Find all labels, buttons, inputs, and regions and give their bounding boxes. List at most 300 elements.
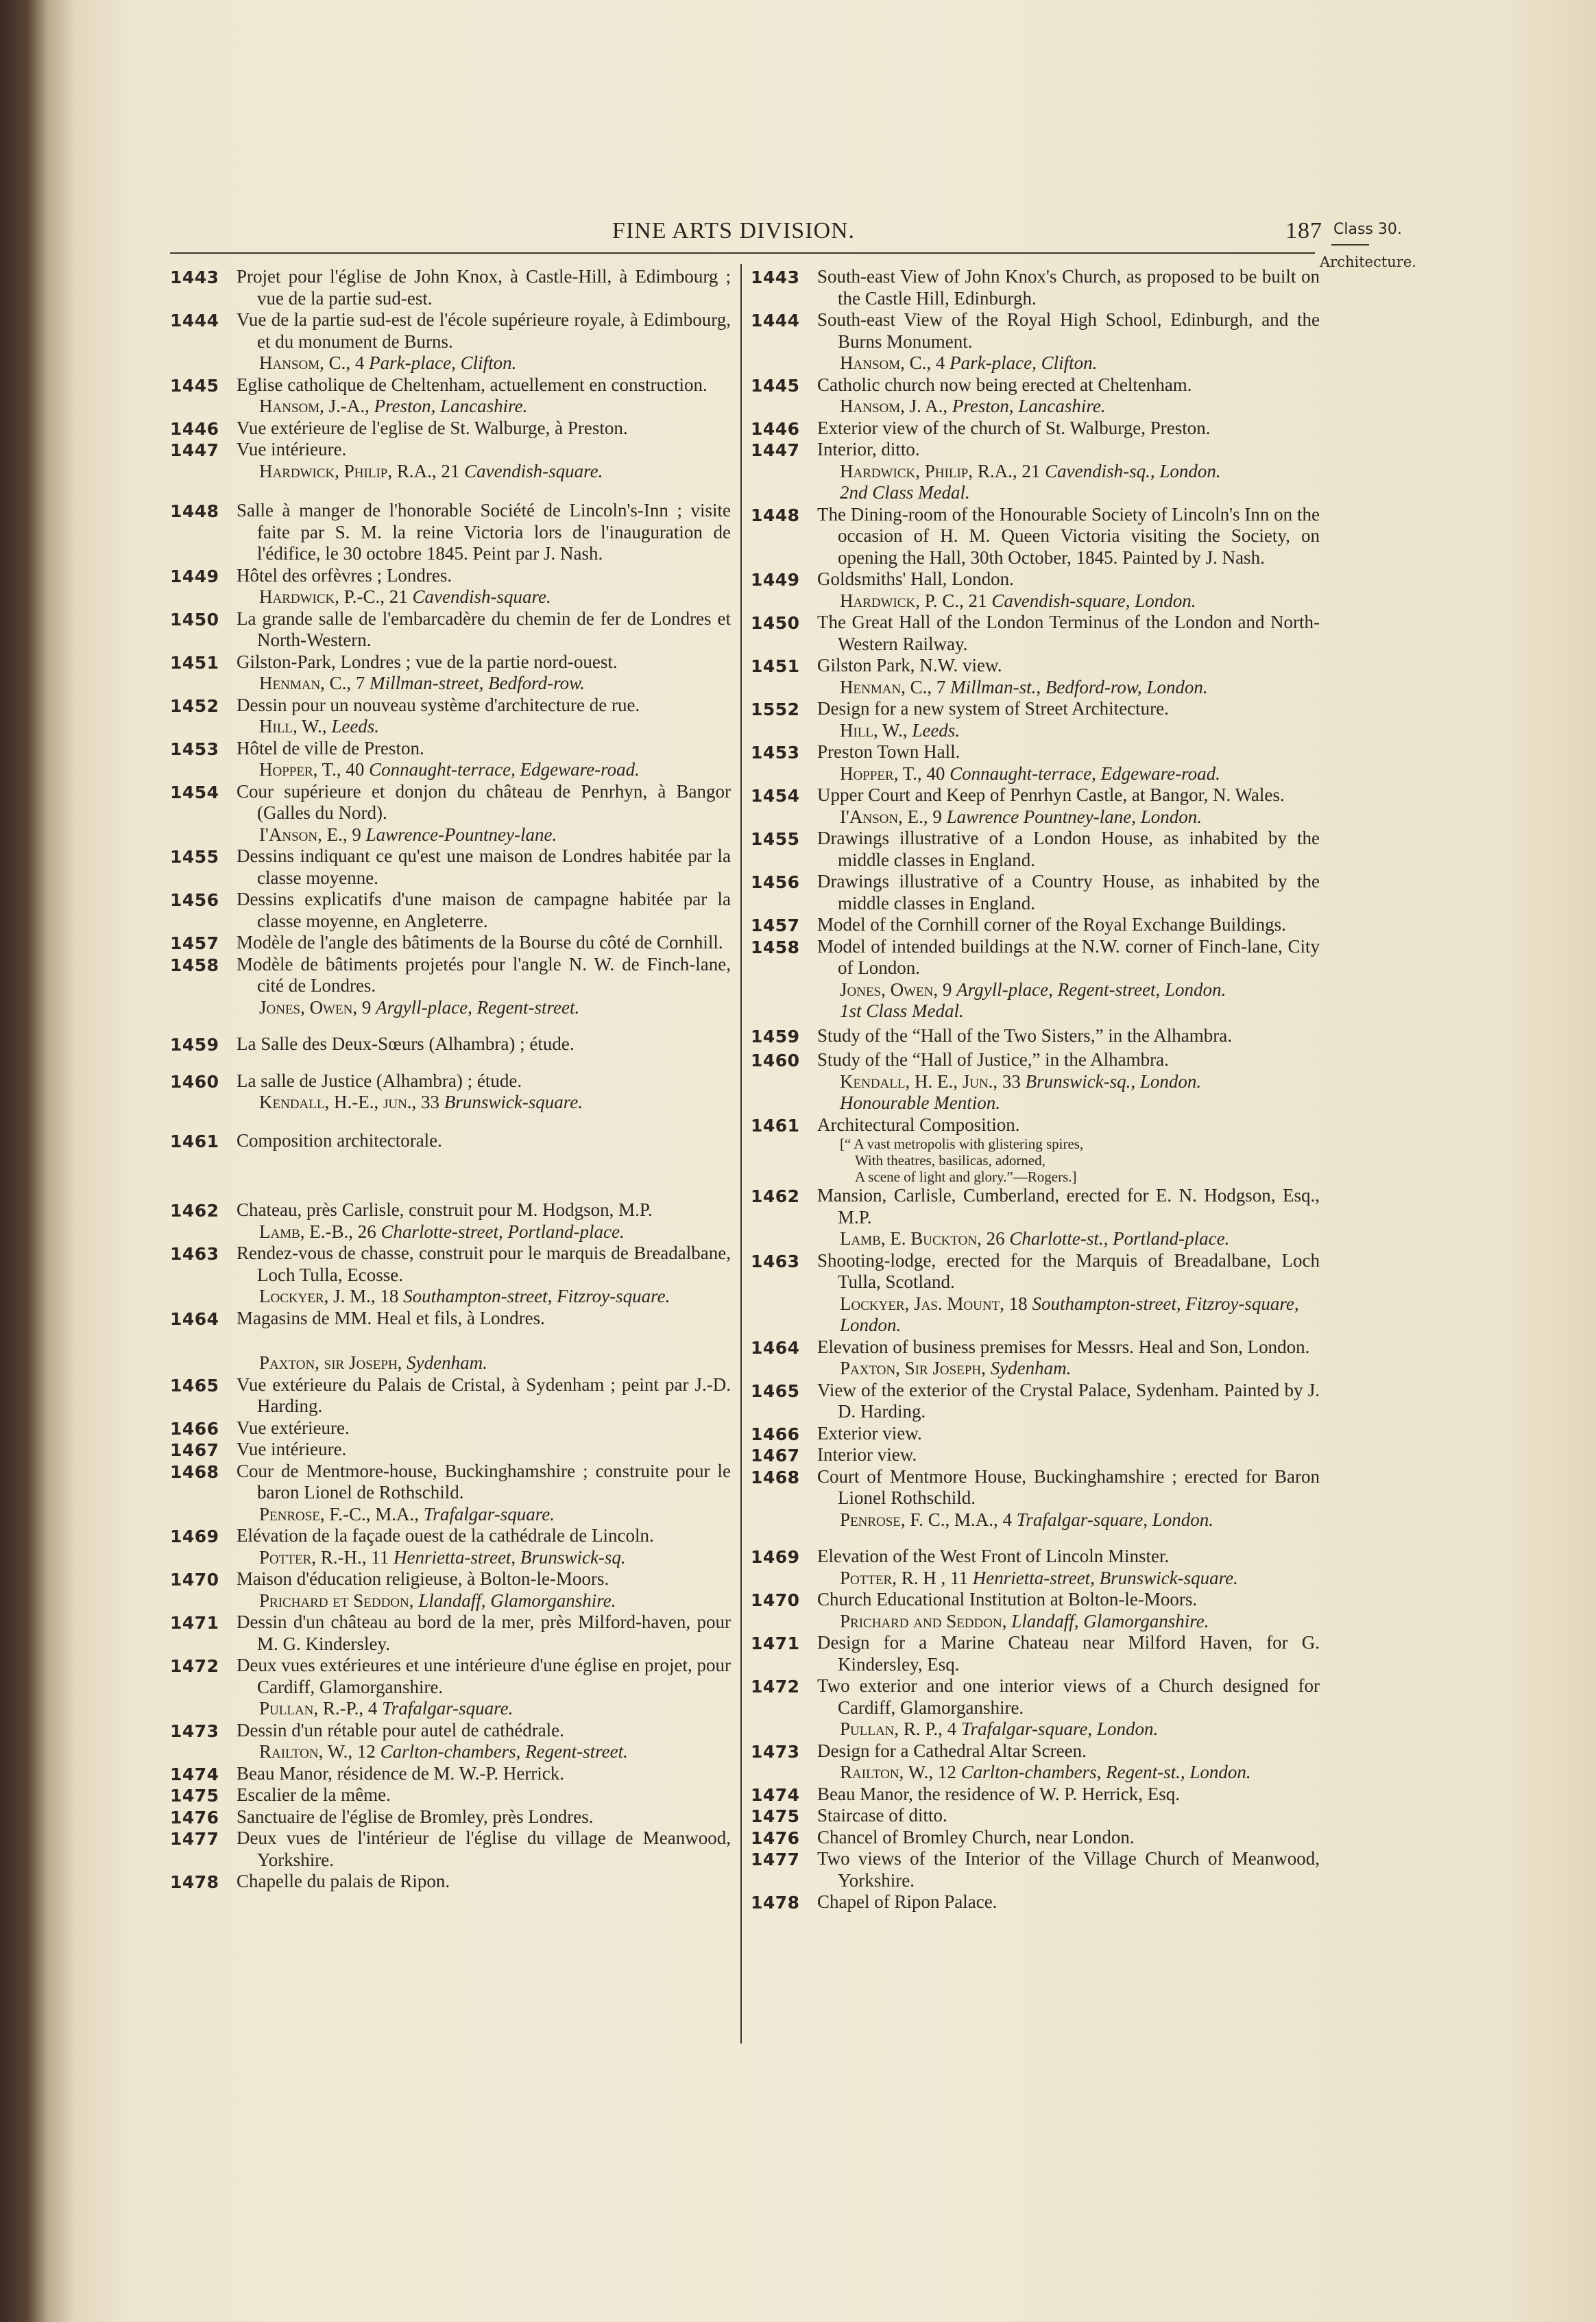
catalogue-entry (170, 1374, 731, 1417)
entry-number: 1457 (751, 915, 800, 935)
entry-description: Cour de Mentmore-house, Buckinghamshire ; construite pour le baron Lionel de Rothschild. (237, 1460, 731, 1503)
entry-description: Two views of the Interior of the Village Church of Meanwood, Yorkshire. (817, 1848, 1320, 1891)
catalogue-entry (170, 309, 731, 352)
catalogue-entry (751, 1423, 1320, 1445)
entry-description: Sanctuaire de l'église de Bromley, près Londres. (237, 1806, 594, 1827)
entry-number: 1465 (751, 1380, 800, 1401)
entry-description: Vue de la partie sud-est de l'école supérieure royale, à Edimbourg, et du monument de Burns. (237, 309, 731, 352)
entry-number: 1475 (751, 1806, 800, 1826)
catalogue-entry (170, 1763, 731, 1785)
entry-description: Dessin d'un rétable pour autel de cathédrale. (237, 1719, 564, 1740)
exhibitor-block (751, 1358, 1320, 1380)
exhibitor-block (751, 461, 1320, 504)
exhibitor-block (170, 352, 731, 374)
exhibitor-address: Sydenham. (990, 1358, 1072, 1378)
catalogue-entry (751, 374, 1320, 396)
entry-number: 1464 (751, 1337, 800, 1358)
catalogue-entry (170, 500, 731, 565)
exhibitor-block (751, 396, 1320, 418)
exhibitor-name: Penrose, F. C., M.A., 4 (840, 1509, 1013, 1530)
entry-description: Drawings illustrative of a London House, as inhabited by the middle classes in England. (817, 828, 1320, 870)
exhibitor-address: Llandaff, Glamorganshire. (1011, 1610, 1209, 1631)
entry-description: Design for a Cathedral Altar Screen. (817, 1740, 1087, 1761)
catalogue-entry (170, 1612, 731, 1655)
exhibitor-block (751, 1509, 1320, 1531)
entry-number: 1455 (751, 829, 800, 849)
exhibitor-name: Lamb, E. Buckton, 26 (840, 1228, 1005, 1249)
exhibitor-block (751, 1228, 1320, 1250)
entry-description: Chapel of Ripon Palace. (817, 1891, 998, 1912)
exhibitor-line (751, 352, 1320, 374)
catalogue-entry (751, 1784, 1320, 1806)
entry-description: Staircase of ditto. (817, 1805, 947, 1826)
entry-number: 1446 (170, 418, 219, 439)
exhibitor-address: Park-place, Clifton. (369, 352, 517, 373)
exhibitor-name: Penrose, F.-C., M.A., (259, 1503, 420, 1524)
catalogue-entry (751, 1337, 1320, 1359)
entry-description: Shooting-lodge, erected for the Marquis of Breadalbane, Loch Tulla, Scotland. (817, 1249, 1320, 1292)
exhibitor-block (751, 1762, 1320, 1784)
exhibitor-address: Leeds. (331, 716, 380, 737)
entry-number: 1477 (751, 1850, 800, 1869)
exhibitor-block (170, 461, 731, 483)
quote-line: A scene of light and glory.”—Rogers.] (855, 1169, 1077, 1185)
entry-number: 1447 (751, 440, 800, 460)
entry-number: 1443 (751, 267, 800, 287)
entry-description: Study of the “Hall of Justice,” in the Alhambra. (817, 1049, 1169, 1070)
entry-number: 1474 (751, 1784, 800, 1805)
class-name: Architecture. (1320, 254, 1416, 270)
entry-description: Rendez-vous de chasse, construit pour le marquis de Breadalbane, Loch Tulla, Ecosse. (237, 1243, 731, 1285)
catalogue-entry (751, 1444, 1320, 1466)
entry-number: 1466 (170, 1418, 219, 1439)
column-divider (740, 264, 742, 2044)
entry-number: 1469 (751, 1547, 800, 1567)
award-note: 1st Class Medal. (840, 1001, 964, 1021)
catalogue-entry (751, 871, 1320, 914)
catalogue-entry (170, 1308, 731, 1330)
entry-description: La grande salle de l'embarcadère du chemin de fer de Londres et North-Western. (237, 608, 731, 650)
entry-number: 1458 (170, 955, 219, 975)
exhibitor-name: Paxton, Sir Joseph, (840, 1358, 986, 1378)
catalogue-entry (170, 1720, 731, 1742)
exhibitor-name: Potter, R.-H., 11 (259, 1546, 389, 1568)
catalogue-entry (170, 1417, 731, 1439)
exhibitor-name: Paxton, sir Joseph, (259, 1352, 402, 1373)
entry-number: 1450 (751, 613, 800, 633)
entry-number: 1470 (170, 1570, 219, 1590)
exhibitor-line (170, 1698, 731, 1720)
exhibitor-address: Brunswick-square. (444, 1092, 583, 1112)
exhibitor-line (751, 1071, 1320, 1093)
exhibitor-address: Preston, Lancashire. (374, 396, 528, 416)
entry-description: South-east View of the Royal High School, Edinburgh, and the Burns Monument. (817, 309, 1320, 352)
catalogue-entry (170, 954, 731, 997)
exhibitor-block (170, 1286, 731, 1308)
catalogue-entry (751, 1025, 1320, 1047)
entry-description: Goldsmiths' Hall, London. (817, 568, 1014, 589)
exhibitor-address: Leeds. (912, 719, 960, 741)
exhibitor-address: Park-place, Clifton. (950, 352, 1098, 373)
exhibitor-block (170, 673, 731, 695)
catalogue-entry (751, 309, 1320, 352)
entry-description: Vue extérieure. (237, 1417, 350, 1438)
exhibitor-line (751, 461, 1320, 483)
entry-number: 1448 (170, 501, 219, 521)
exhibitor-address: Millman-street, Bedford-row. (370, 673, 585, 693)
catalogue-entry (170, 1243, 731, 1286)
entry-description: Design for a new system of Street Architecture. (817, 698, 1169, 719)
entry-description: Gilston Park, N.W. view. (817, 655, 1002, 675)
exhibitor-line (751, 1762, 1320, 1784)
exhibitor-block (170, 1221, 731, 1243)
exhibitor-line (170, 1504, 731, 1526)
exhibitor-name: Hansom, J. A., (840, 396, 948, 416)
page-number: 187 (1285, 218, 1322, 243)
exhibitor-line (751, 720, 1320, 742)
entry-number: 1461 (751, 1115, 800, 1136)
entry-number: 1460 (751, 1051, 800, 1070)
catalogue-entry (170, 651, 731, 673)
entry-description: Chapelle du palais de Ripon. (237, 1871, 450, 1891)
exhibitor-name: Railton, W., 12 (840, 1762, 956, 1782)
exhibitor-name: Kendall, H.-E., jun., 33 (259, 1092, 440, 1112)
exhibitor-block (170, 586, 731, 608)
entry-description: Model of intended buildings at the N.W. corner of Finch-lane, City of London. (817, 935, 1320, 978)
catalogue-entry (751, 936, 1320, 979)
exhibitor-address: Cavendish-square. (464, 460, 603, 481)
exhibitor-address: Trafalgar-square, London. (960, 1719, 1159, 1739)
entry-description: Hôtel de ville de Preston. (237, 737, 424, 758)
running-title: FINE ARTS DIVISION. (612, 218, 856, 243)
exhibitor-block (170, 716, 731, 738)
exhibitor-name: Henman, C., 7 (259, 673, 365, 693)
entry-number: 1472 (751, 1677, 800, 1697)
exhibitor-block (170, 1590, 731, 1612)
exhibitor-block (751, 1071, 1320, 1114)
catalogue-entry (751, 418, 1320, 440)
exhibitor-name: Lamb, E.-B., 26 (259, 1221, 376, 1242)
exhibitor-address: Charlotte-st., Portland-place. (1009, 1228, 1230, 1249)
exhibitor-name: Hill, W., (259, 716, 327, 737)
entry-description: Mansion, Carlisle, Cumberland, erected for E. N. Hodgson, Esq., M.P. (817, 1185, 1320, 1228)
entry-description: Deux vues extérieures et une intérieure d'une église en projet, pour Cardiff, Glamorganshire. (237, 1655, 731, 1697)
entry-number: 1462 (751, 1186, 800, 1206)
catalogue-entry (170, 1199, 731, 1221)
catalogue-entry (751, 612, 1320, 655)
quote-line: With theatres, basilicas, adorned, (855, 1152, 1045, 1169)
entry-number: 1456 (751, 872, 800, 892)
exhibitor-line (751, 979, 1320, 1001)
entry-description: Projet pour l'église de John Knox, à Castle-Hill, à Edimbourg ; vue de la partie sud-est. (237, 266, 731, 309)
exhibitor-block (170, 1698, 731, 1720)
exhibitor-line (170, 352, 731, 374)
entry-description: The Great Hall of the London Terminus of the London and North-Western Railway. (817, 612, 1320, 654)
entry-description: La salle de Justice (Alhambra) ; étude. (237, 1070, 522, 1091)
catalogue-entry (751, 698, 1320, 720)
catalogue-entry (751, 1632, 1320, 1675)
catalogue-entry (170, 1871, 731, 1893)
exhibitor-line (170, 1352, 731, 1374)
entry-description: Modèle de l'angle des bâtiments de la Bourse du côté de Cornhill. (237, 932, 723, 953)
exhibitor-address: Carlton-chambers, Regent-street. (380, 1741, 628, 1762)
entry-description: Chateau, près Carlisle, construit pour M. Hodgson, M.P. (237, 1199, 653, 1220)
exhibitor-line (170, 997, 731, 1019)
exhibitor-address: Connaught-terrace, Edgeware-road. (369, 759, 640, 780)
catalogue-entry (170, 1439, 731, 1461)
exhibitor-address: Millman-st., Bedford-row, London. (950, 676, 1208, 697)
entry-number: 1478 (751, 1893, 800, 1913)
exhibitor-line (751, 1228, 1320, 1250)
entry-description: Catholic church now being erected at Cheltenham. (817, 374, 1192, 395)
entry-description: Modèle de bâtiments projetés pour l'angle N. W. de Finch-lane, cité de Londres. (237, 953, 731, 996)
entry-description: Vue intérieure. (237, 1439, 347, 1459)
entry-description: Escalier de la même. (237, 1784, 391, 1805)
exhibitor-block (170, 1352, 731, 1374)
entry-number: 1454 (751, 786, 800, 806)
exhibitor-address: Trafalgar-square, London. (1016, 1509, 1214, 1530)
exhibitor-line (170, 716, 731, 738)
exhibitor-address: Cavendish-square. (412, 586, 551, 607)
exhibitor-name: Henman, C., 7 (840, 676, 946, 697)
catalogue-entry (751, 785, 1320, 806)
entry-number: 1451 (751, 656, 800, 676)
entry-number: 1463 (751, 1251, 800, 1271)
catalogue-entry (751, 1675, 1320, 1719)
entry-number: 1449 (170, 566, 219, 586)
exhibitor-address: Connaught-terrace, Edgeware-road. (950, 763, 1220, 784)
exhibitor-block (170, 824, 731, 846)
entry-description: The Dining-room of the Honourable Society of Lincoln's Inn on the occasion of H. M. Queen Victoria visiting the Society, on opening the Hall, 30th October, 1845. Painted by J. Nash. (817, 503, 1320, 568)
exhibitor-address: Cavendish-sq., London. (1045, 460, 1221, 481)
exhibitor-line (751, 1568, 1320, 1590)
entry-description: South-east View of John Knox's Church, as proposed to be built on the Castle Hill, Edinburgh. (817, 266, 1320, 309)
exhibitor-line (751, 396, 1320, 418)
catalogue-entry (170, 608, 731, 651)
entry-description: Dessins explicatifs d'une maison de campagne habitée par la classe moyenne, en Angleterre. (237, 889, 731, 931)
entry-number: 1478 (170, 1872, 219, 1892)
exhibitor-line (170, 1547, 731, 1569)
entry-description: Dessin pour un nouveau système d'architecture de rue. (237, 694, 640, 715)
catalogue-entry (751, 914, 1320, 936)
entry-number: 1476 (751, 1828, 800, 1848)
entry-description: Magasins de MM. Heal et fils, à Londres. (237, 1307, 545, 1328)
exhibitor-address: Henrietta-street, Brunswick-square. (972, 1567, 1238, 1588)
exhibitor-block (751, 1568, 1320, 1590)
entry-number: 1444 (170, 311, 219, 331)
exhibitor-line (751, 1611, 1320, 1633)
entry-number: 1466 (751, 1424, 800, 1444)
catalogue-entry (170, 1130, 731, 1152)
entry-number: 1453 (170, 739, 219, 759)
exhibitor-address: Carlton-chambers, Regent-st., London. (960, 1762, 1251, 1782)
entry-number: 1454 (170, 782, 219, 802)
english-column (751, 266, 1320, 1913)
entry-description: Hôtel des orfèvres ; Londres. (237, 564, 452, 586)
exhibitor-block (170, 1092, 731, 1114)
catalogue-entry (751, 1466, 1320, 1509)
entry-description: Two exterior and one interior views of a Church designed for Cardiff, Glamorganshire. (817, 1675, 1320, 1718)
entry-number: 1448 (751, 505, 800, 525)
exhibitor-address: Brunswick-sq., London. (1025, 1070, 1202, 1092)
exhibitor-name: Prichard et Seddon, (259, 1590, 414, 1611)
entry-number: 1451 (170, 652, 219, 673)
entry-description: Dessin d'un château au bord de la mer, près Milford-haven, pour M. G. Kindersley. (237, 1612, 731, 1654)
entry-number: 1449 (751, 570, 800, 590)
entry-number: 1444 (751, 311, 800, 331)
entry-description: Beau Manor, résidence de M. W.-P. Herrick. (237, 1762, 565, 1784)
catalogue-entry (751, 1185, 1320, 1228)
exhibitor-address: Charlotte-street, Portland-place. (380, 1221, 625, 1242)
exhibitor-block (170, 759, 731, 781)
header-rule (170, 252, 1315, 254)
exhibitor-line (751, 806, 1320, 828)
entry-number: 1473 (170, 1721, 219, 1741)
catalogue-entry (170, 738, 731, 760)
exhibitor-block (170, 396, 731, 418)
exhibitor-block (170, 1504, 731, 1526)
exhibitor-name: Pullan, R. P., 4 (840, 1719, 957, 1739)
exhibitor-block (751, 763, 1320, 785)
entry-number: 1473 (751, 1741, 800, 1762)
catalogue-entry (170, 1525, 731, 1547)
entry-number: 1552 (751, 699, 800, 719)
entry-number: 1470 (751, 1590, 800, 1610)
entry-number: 1476 (170, 1807, 219, 1828)
catalogue-entry (751, 741, 1320, 763)
entry-number: 1443 (170, 267, 219, 287)
entry-number: 1468 (170, 1461, 219, 1482)
entry-description: Church Educational Institution at Bolton-le-Moors. (817, 1589, 1198, 1609)
catalogue-entry (170, 1033, 731, 1055)
entry-number: 1459 (170, 1035, 219, 1055)
entry-number: 1471 (751, 1633, 800, 1653)
entry-description: Vue extérieure du Palais de Cristal, à Sydenham ; peint par J.-D. Harding. (237, 1374, 731, 1416)
class-label: Class 30. (1333, 221, 1402, 238)
exhibitor-line (751, 590, 1320, 612)
entry-number: 1475 (170, 1786, 219, 1806)
entry-number: 1456 (170, 890, 219, 910)
exhibitor-line (170, 1741, 731, 1763)
catalogue-entry (751, 1049, 1320, 1071)
entry-description: Deux vues de l'intérieur de l'église du village de Meanwood, Yorkshire. (237, 1828, 731, 1870)
catalogue-entry (170, 695, 731, 717)
catalogue-entry (170, 418, 731, 440)
exhibitor-address: Sydenham. (407, 1352, 487, 1373)
entry-number: 1462 (170, 1201, 219, 1221)
exhibitor-name: I'Anson, E., 9 (259, 824, 361, 845)
exhibitor-line (170, 1590, 731, 1612)
exhibitor-line (751, 1509, 1320, 1531)
catalogue-entry (751, 1546, 1320, 1568)
exhibitor-name: Jones, Owen, 9 (840, 979, 952, 1000)
entry-description: View of the exterior of the Crystal Palace, Sydenham. Painted by J. D. Harding. (817, 1379, 1320, 1422)
exhibitor-line (751, 677, 1320, 699)
entry-description: Exterior view of the church of St. Walburge, Preston. (817, 417, 1211, 438)
entry-number: 1467 (751, 1446, 800, 1465)
exhibitor-name: Hansom, C., 4 (259, 352, 365, 373)
exhibitor-address: Lawrence-Pountney-lane. (365, 824, 557, 845)
entry-number: 1477 (170, 1829, 219, 1849)
entry-description: Interior, ditto. (817, 439, 920, 459)
catalogue-entry (170, 781, 731, 824)
catalogue-entry (751, 504, 1320, 569)
entry-description: Design for a Marine Chateau near Milford Haven, for G. Kindersley, Esq. (817, 1632, 1320, 1675)
award-note: 2nd Class Medal. (840, 482, 970, 503)
catalogue-entry (751, 439, 1320, 461)
entry-number: 1457 (170, 933, 219, 953)
catalogue-entry (170, 1655, 731, 1698)
catalogue-entry (751, 1827, 1320, 1849)
entry-description: Vue intérieure. (237, 439, 347, 459)
entry-number: 1461 (170, 1131, 219, 1151)
entry-description: Interior view. (817, 1444, 917, 1465)
entry-number: 1450 (170, 609, 219, 630)
catalogue-entry (170, 374, 731, 396)
exhibitor-address: Southampton-street, Fitzroy-square. (403, 1286, 670, 1306)
entry-description: Chancel of Bromley Church, near London. (817, 1826, 1135, 1847)
entry-description: Dessins indiquant ce qu'est une maison de Londres habitée par la classe moyenne. (237, 846, 731, 888)
exhibitor-name: Jones, Owen, 9 (259, 996, 372, 1018)
exhibitor-block (751, 352, 1320, 374)
entry-number: 1458 (751, 937, 800, 957)
exhibitor-name: Pullan, R.-P., 4 (259, 1698, 378, 1719)
exhibitor-address: Preston, Lancashire. (952, 396, 1106, 416)
catalogue-entry (751, 266, 1320, 309)
entry-description: Elévation de la façade ouest de la cathédrale de Lincoln. (237, 1525, 654, 1546)
exhibitor-name: Hopper, T., 40 (259, 759, 365, 780)
entry-description: Eglise catholique de Cheltenham, actuellement en construction. (237, 374, 708, 395)
catalogue-entry (170, 1568, 731, 1590)
entry-description: Beau Manor, the residence of W. P. Herrick, Esq. (817, 1783, 1181, 1804)
catalogue-entry (751, 1848, 1320, 1891)
entry-description: Model of the Cornhill corner of the Royal Exchange Buildings. (817, 914, 1286, 935)
entry-number: 1459 (751, 1026, 800, 1046)
exhibitor-address: Argyll-place, Regent-street, London. (956, 979, 1226, 1000)
exhibitor-name: Prichard and Seddon, (840, 1610, 1007, 1631)
exhibitor-name: Hansom, C., 4 (840, 352, 945, 373)
exhibitor-block (751, 677, 1320, 699)
exhibitor-line (170, 824, 731, 846)
entry-description: Gilston-Park, Londres ; vue de la partie nord-ouest. (237, 651, 618, 672)
exhibitor-line (170, 673, 731, 695)
exhibitor-line (170, 396, 731, 418)
entry-description: Drawings illustrative of a Country House, as inhabited by the middle classes in England. (817, 871, 1320, 913)
entry-description: Court of Mentmore House, Buckinghamshire ; erected for Baron Lionel Rothschild. (817, 1465, 1320, 1508)
entry-description: Vue extérieure de l'eglise de St. Walburge, à Preston. (237, 417, 628, 438)
quote-line: [“ A vast metropolis with glistering spires, (840, 1136, 1084, 1152)
catalogue-entry (170, 1806, 731, 1828)
entry-description: Composition architectorale. (237, 1129, 442, 1151)
catalogue-entry (170, 1461, 731, 1504)
entry-number: 1446 (751, 418, 800, 439)
catalogue-entry (170, 266, 731, 309)
exhibitor-address: Trafalgar-square. (423, 1503, 555, 1524)
exhibitor-name: I'Anson, E., 9 (840, 806, 942, 827)
exhibitor-name: Kendall, H. E., Jun., 33 (840, 1070, 1021, 1092)
french-column (170, 266, 731, 1893)
entry-number: 1464 (170, 1308, 219, 1329)
entry-description: Exterior view. (817, 1422, 922, 1444)
exhibitor-address: Llandaff, Glamorganshire. (418, 1590, 616, 1611)
catalogue-entry (751, 1114, 1320, 1136)
exhibitor-name: Hansom, J.-A., (259, 396, 370, 416)
catalogue-entry (751, 1380, 1320, 1423)
entry-description: Upper Court and Keep of Penrhyn Castle, at Bangor, N. Wales. (817, 785, 1285, 805)
exhibitor-name: Hopper, T., 40 (840, 763, 945, 784)
catalogue-entry (170, 1828, 731, 1871)
exhibitor-line (751, 1719, 1320, 1740)
